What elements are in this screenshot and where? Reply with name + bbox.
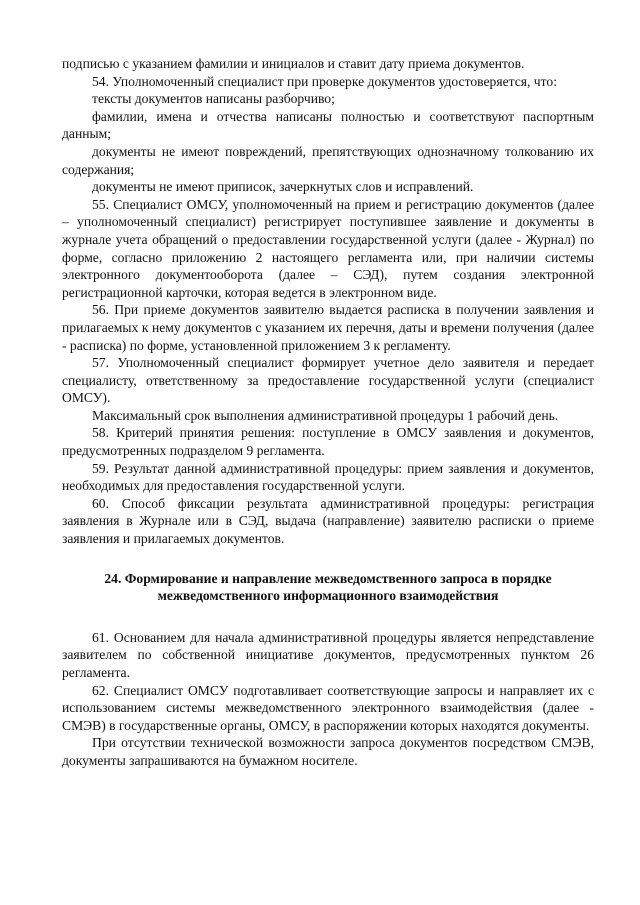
paragraph: 57. Уполномоченный специалист формирует учетное дело заявителя и передает специалисту, ответственному за предоставление государственной услуги (специалист ОМСУ). — [62, 355, 594, 406]
paragraph: 54. Уполномоченный специалист при проверке документов удостоверяется, что: — [92, 73, 557, 89]
paragraphs-bottom — [62, 629, 594, 770]
section-heading: 24. Формирование и направление межведомственного запроса в порядке межведомственного информационного взаимодействия — [104, 570, 552, 604]
paragraph: документы не имеют повреждений, препятствующих однозначному толкованию их содержания; — [62, 143, 594, 177]
paragraph: При отсутствии технической возможности запроса документов посредством СМЭВ, документы запрашиваются на бумажном носителе. — [62, 735, 594, 768]
paragraph: 56. При приеме документов заявителю выдается расписка в получении заявления и прилагаемых к нему документов с указанием их перечня, даты и времени получения (далее - расписка) по форме, установленной приложением 3 к регламенту. — [62, 302, 594, 353]
paragraphs-top — [62, 55, 594, 548]
paragraph: 59. Результат данной административной процедуры: прием заявления и документов, необходимых для предоставления государственной услуги. — [62, 460, 594, 494]
paragraph: 60. Способ фиксации результата административной процедуры: регистрация заявления в Журнале или в СЭД, выдача (направление) заявителю расписки о приеме заявления и прилагаемых документов. — [62, 495, 594, 547]
paragraph: 62. Специалист ОМСУ подготавливает соответствующие запросы и направляет их с использованием системы межведомственного электронного взаимодействия (далее - СМЭВ) в государственные органы, ОМСУ, в распоряжении которых находятся документы. — [62, 682, 594, 733]
paragraph: тексты документов написаны разборчиво; — [92, 91, 335, 107]
paragraph: Максимальный срок выполнения административной процедуры 1 рабочий день. — [92, 407, 559, 423]
paragraph: 55. Специалист ОМСУ, уполномоченный на прием и регистрацию документов (далее – уполномоченный специалист) регистрирует поступившее заявление и документы в журнале учета обращений о предоставлении государственной услуги (далее - Журнал) по форме, согласно приложению 2 настоящего регламента или, при наличии системы электронного документооборота (далее – СЭД), путем создания электронной регистрационной карточки, которая ведется в электронном виде. — [62, 196, 594, 300]
paragraph: подписью с указанием фамилии и инициалов и ставит дату приема документов. — [62, 56, 525, 71]
paragraph: фамилии, имена и отчества написаны полностью и соответствуют паспортным данным; — [62, 108, 594, 142]
document-page — [62, 55, 594, 770]
paragraph: 61. Основанием для начала административной процедуры является непредставление заявителем по собственной инициативе документов, предусмотренных пунктом 26 регламента. — [62, 629, 594, 680]
paragraph: документы не имеют приписок, зачеркнутых слов и исправлений. — [92, 179, 474, 195]
paragraph: 58. Критерий принятия решения: поступление в ОМСУ заявления и документов, предусмотренных подразделом 9 регламента. — [62, 425, 594, 459]
